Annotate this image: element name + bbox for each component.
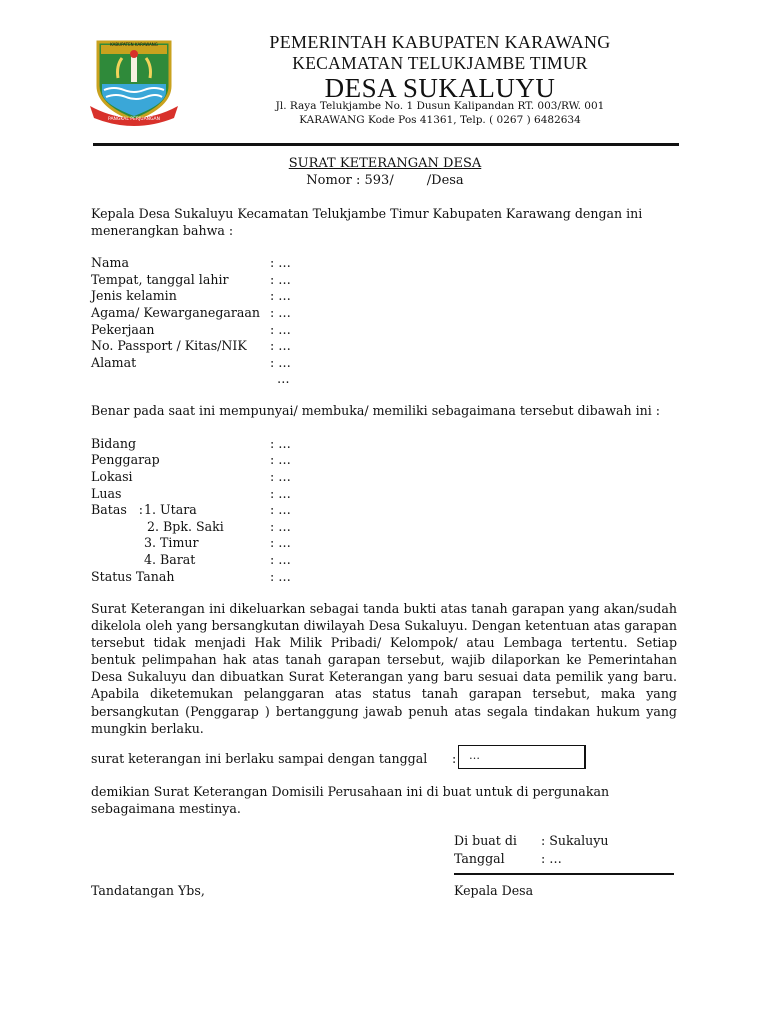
validity-colon: : bbox=[452, 751, 457, 766]
intro-paragraph: Kepala Desa Sukaluyu Kecamatan Telukjambe Timur Kabupaten Karawang dengan ini menerangkan bahwa : bbox=[91, 206, 643, 238]
land-value-penggarap: : … bbox=[270, 452, 291, 467]
validity-date-field[interactable]: … bbox=[458, 745, 586, 769]
signature-divider bbox=[454, 873, 674, 875]
field-value-birth: : … bbox=[270, 272, 291, 287]
boundary-label-bpk-saki: 2. Bpk. Saki bbox=[147, 519, 224, 534]
statement-line: Benar pada saat ini mempunyai/ membuka/ memiliki sebagaimana tersebut dibawah ini : bbox=[91, 403, 661, 418]
date-value: : … bbox=[541, 851, 562, 866]
field-label-occupation: Pekerjaan bbox=[91, 322, 155, 337]
land-value-status: : … bbox=[270, 569, 291, 584]
logo-text-top: KABUPATEN KARAWANG bbox=[110, 42, 158, 47]
field-label-id-number: No. Passport / Kitas/NIK bbox=[91, 338, 247, 353]
land-label-bidang: Bidang bbox=[91, 436, 137, 451]
validity-label: surat keterangan ini berlaku sampai dengan tanggal bbox=[91, 751, 428, 766]
letterhead-address: Jl. Raya Telukjambe No. 1 Dusun Kalipandan RT. 003/RW. 001 bbox=[275, 100, 605, 112]
boundary-value-bpk-saki: : … bbox=[270, 519, 291, 534]
boundary-label-north: 1. Utara bbox=[144, 502, 197, 517]
boundary-value-north: : … bbox=[270, 502, 291, 517]
village-head-signature-label: Kepala Desa bbox=[454, 883, 534, 898]
land-value-lokasi: : … bbox=[270, 469, 291, 484]
field-value-occupation: : … bbox=[270, 322, 291, 337]
field-value-religion-nationality: : … bbox=[270, 305, 291, 320]
letterhead-postal-phone: KARAWANG Kode Pos 41361, Telp. ( 0267 ) 6482634 bbox=[299, 114, 581, 126]
karawang-regency-emblem-logo bbox=[88, 34, 180, 126]
letterhead-village: DESA SUKALUYU bbox=[324, 73, 556, 103]
place-value: : Sukaluyu bbox=[541, 833, 609, 848]
field-value-id-number: : … bbox=[270, 338, 291, 353]
land-label-penggarap: Penggarap bbox=[91, 452, 160, 467]
field-label-gender: Jenis kelamin bbox=[91, 288, 177, 303]
logo-ribbon-text: PANGKAL PERJUANGAN bbox=[108, 117, 160, 122]
boundary-label-east: 3. Timur bbox=[144, 535, 199, 550]
boundary-value-west: : … bbox=[270, 552, 291, 567]
field-value-gender: : … bbox=[270, 288, 291, 303]
letterhead-government: PEMERINTAH KABUPATEN KARAWANG bbox=[269, 32, 611, 52]
document-title: SURAT KETERANGAN DESA bbox=[288, 156, 482, 171]
boundary-value-east: : … bbox=[270, 535, 291, 550]
body-paragraph: Surat Keterangan ini dikeluarkan sebagai tanda bukti atas tanah garapan yang akan/sudah dikelola oleh yang bersangkutan diwilayah Desa Sukaluyu. Dengan ketentuan atas garapan tersebut tidak menjadi Hak Milik Pribadi/ Kelompok/ atau Lembaga tertentu. Setiap bentuk pelimpahan hak atas tanah garapan tersebut, wajib dilaporkan ke Pemerintahan Desa Sukaluyu dan dibuatkan Surat Keterangan yang baru sesuai data pemilik yang baru. Apabila diketemukan pelanggaran atas status tanah garapan tersebut, maka yang bersangkutan (Penggarap ) bertanggung jawab penuh atas segala tindakan hukum yang mungkin berlaku. bbox=[91, 601, 677, 736]
letterhead-district: KECAMATAN TELUKJAMBE TIMUR bbox=[292, 53, 588, 73]
place-label: Di buat di bbox=[454, 833, 517, 848]
date-label: Tanggal bbox=[454, 851, 505, 866]
land-label-status: Status Tanah bbox=[91, 569, 175, 584]
land-value-luas: : … bbox=[270, 486, 291, 501]
field-value-address: : … bbox=[270, 355, 291, 370]
land-value-bidang: : … bbox=[270, 436, 291, 451]
document-number: Nomor : 593/ /Desa bbox=[306, 173, 464, 188]
applicant-signature-label: Tandatangan Ybs, bbox=[91, 883, 205, 898]
land-label-luas: Luas bbox=[91, 486, 122, 501]
land-label-lokasi: Lokasi bbox=[91, 469, 133, 484]
land-label-batas: Batas : bbox=[91, 502, 144, 517]
field-label-religion-nationality: Agama/ Kewarganegaraan bbox=[91, 305, 261, 320]
letterhead-divider bbox=[93, 143, 679, 146]
field-value-address-continued: … bbox=[277, 371, 290, 386]
field-label-address: Alamat bbox=[91, 355, 137, 370]
boundary-label-west: 4. Barat bbox=[144, 552, 196, 567]
closing-paragraph: demikian Surat Keterangan Domisili Perusahaan ini di buat untuk di pergunakan sebagaimana mestinya. bbox=[91, 784, 610, 816]
field-value-nama: : … bbox=[270, 255, 291, 270]
field-label-birth: Tempat, tanggal lahir bbox=[91, 272, 229, 287]
field-label-nama: Nama bbox=[91, 255, 129, 270]
